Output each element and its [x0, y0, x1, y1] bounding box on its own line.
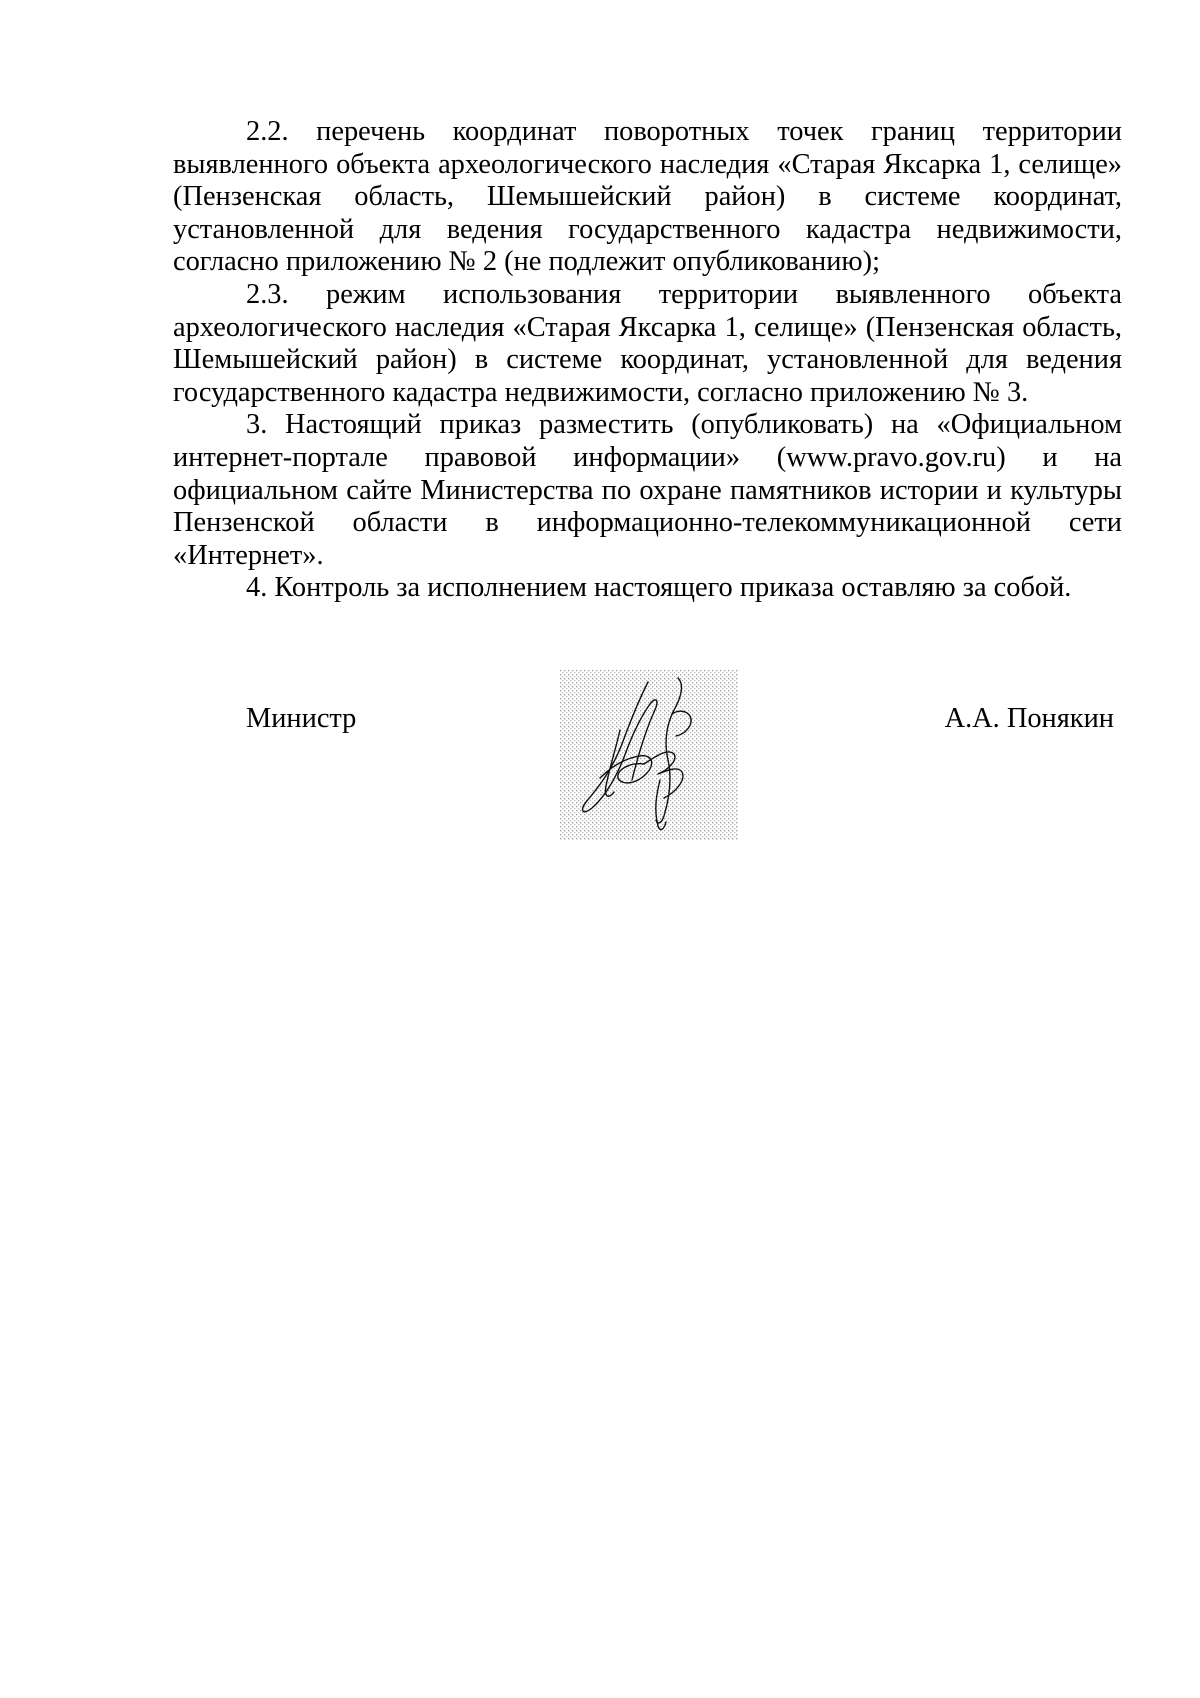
paragraph-4: 4. Контроль за исполнением настоящего приказа оставляю за собой. — [246, 572, 1072, 604]
paragraph-2-2: 2.2. перечень координат поворотных точек границ территории выявленного объекта археологического наследия «Старая Яксарка 1, селище» (Пензенская область, Шемышейский район) в системе координат, установленной для ведения государственного кадастра недвижимости, согласно приложению № 2 (не подлежит опубликованию); — [173, 116, 1122, 278]
signature-block — [173, 670, 1122, 870]
signer-position: Министр — [246, 703, 357, 734]
paragraph-3: 3. Настоящий приказ разместить (опубликовать) на «Официальном интернет-портале правовой информации» (www.pravo.gov.ru) и на официальном сайте Министерства по охране памятников истории и культуры Пензенской области в информационно-телекоммуникационной сети «Интернет». — [173, 409, 1122, 571]
paragraph-2-3: 2.3. режим использования территории выявленного объекта археологического наследия «Старая Яксарка 1, селище» (Пензенская область, Шемышейский район) в системе координат, установленной для ведения государственного кадастра недвижимости, согласно приложению № 3. — [173, 278, 1122, 408]
document-body — [173, 116, 1122, 605]
signature-icon — [560, 670, 738, 840]
signer-name: А.А. Понякин — [944, 703, 1114, 734]
